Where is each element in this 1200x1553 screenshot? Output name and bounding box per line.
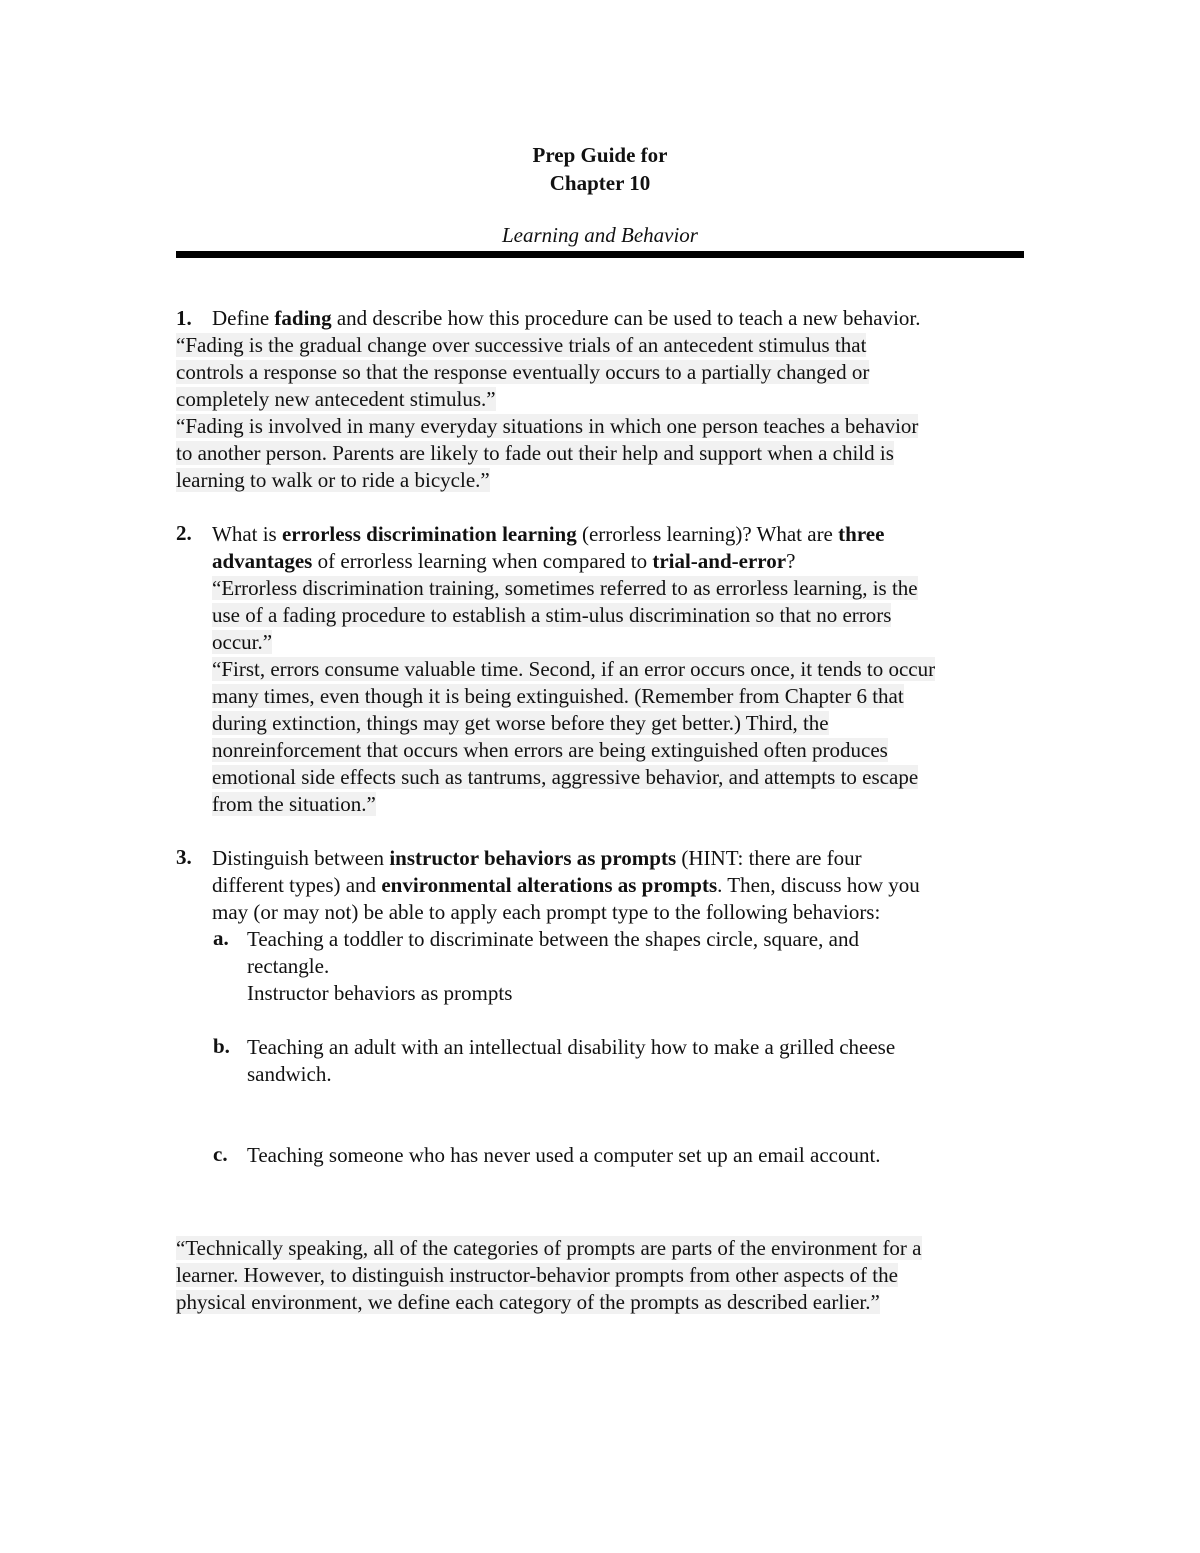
question-2-answer-quote-2: “First, errors consume valuable time. Second, if an error occurs once, it tends to occur many times, even though it is being extinguished. (Remember from Chapter 6 that during extinction, things may get worse before they get better.) Third, the nonreinforcement that occurs when errors are being extinguished often produces emotional side effects such as tantrums, aggressive behavior, and attempts to escape from the situation.” — [212, 657, 936, 816]
question-2-number: 2. — [176, 521, 192, 545]
title-line-1: Prep Guide for — [532, 143, 668, 167]
title-line-2: Chapter 10 — [549, 171, 651, 195]
document-header — [0, 141, 1200, 248]
question-3-text-line-1: Distinguish between instructor behaviors as prompts (HINT: there are four — [212, 846, 862, 870]
closing-quote: “Technically speaking, all of the categories of prompts are parts of the environment for a learner. However, to distinguish instructor-behavior prompts from other aspects of the physical environment, we define each category of the prompts as described earlier.” — [176, 1236, 922, 1314]
question-1-answer-quote-1: “Fading is the gradual change over successive trials of an antecedent stimulus that controls a response so that the response eventually occurs to a partially changed or completely new antecedent stimulus.” — [176, 333, 870, 411]
question-1 — [176, 305, 1024, 332]
question-2-text-line-1: What is errorless discrimination learning (errorless learning)? What are three — [212, 522, 885, 546]
question-2-text-line-2: advantages of errorless learning when compared to trial-and-error? — [212, 549, 796, 573]
item-a-letter: a. — [213, 926, 229, 950]
question-3-text-line-3: may (or may not) be able to apply each prompt type to the following behaviors: — [212, 900, 881, 924]
item-b-letter: b. — [213, 1034, 230, 1058]
question-2-answer-quote-1: “Errorless discrimination training, sometimes referred to as errorless learning, is the use of a fading procedure to establish a stim-ulus discrimination so that no errors occur.” — [212, 576, 918, 654]
question-3 — [176, 845, 1024, 926]
question-1-number: 1. — [176, 306, 192, 330]
question-3-item-b: b. Teaching an adult with an intellectual disability how to make a grilled cheese sandwich. — [213, 1034, 896, 1086]
question-3-text-line-2: different types) and environmental alterations as prompts. Then, discuss how you — [212, 873, 920, 897]
header-divider — [176, 251, 1024, 258]
item-c-letter: c. — [213, 1142, 228, 1166]
question-1-text: Define fading and describe how this procedure can be used to teach a new behavior. — [212, 306, 921, 330]
document-body — [176, 305, 1024, 1316]
question-2 — [176, 521, 1024, 818]
item-a-answer: Instructor behaviors as prompts — [247, 981, 513, 1005]
subtitle: Learning and Behavior — [502, 223, 698, 247]
question-3-number: 3. — [176, 845, 192, 869]
question-3-item-c: c. Teaching someone who has never used a computer set up an email account. — [213, 1142, 881, 1167]
question-3-item-a: a. Teaching a toddler to discriminate between the shapes circle, square, and rectangle. Instructor behaviors as prompts — [176, 926, 1024, 1007]
question-1-answer-quote-2: “Fading is involved in many everyday situations in which one person teaches a behavior to another person. Parents are likely to fade out their help and support when a child is learning to walk or to ride a bicycle.” — [176, 414, 919, 492]
